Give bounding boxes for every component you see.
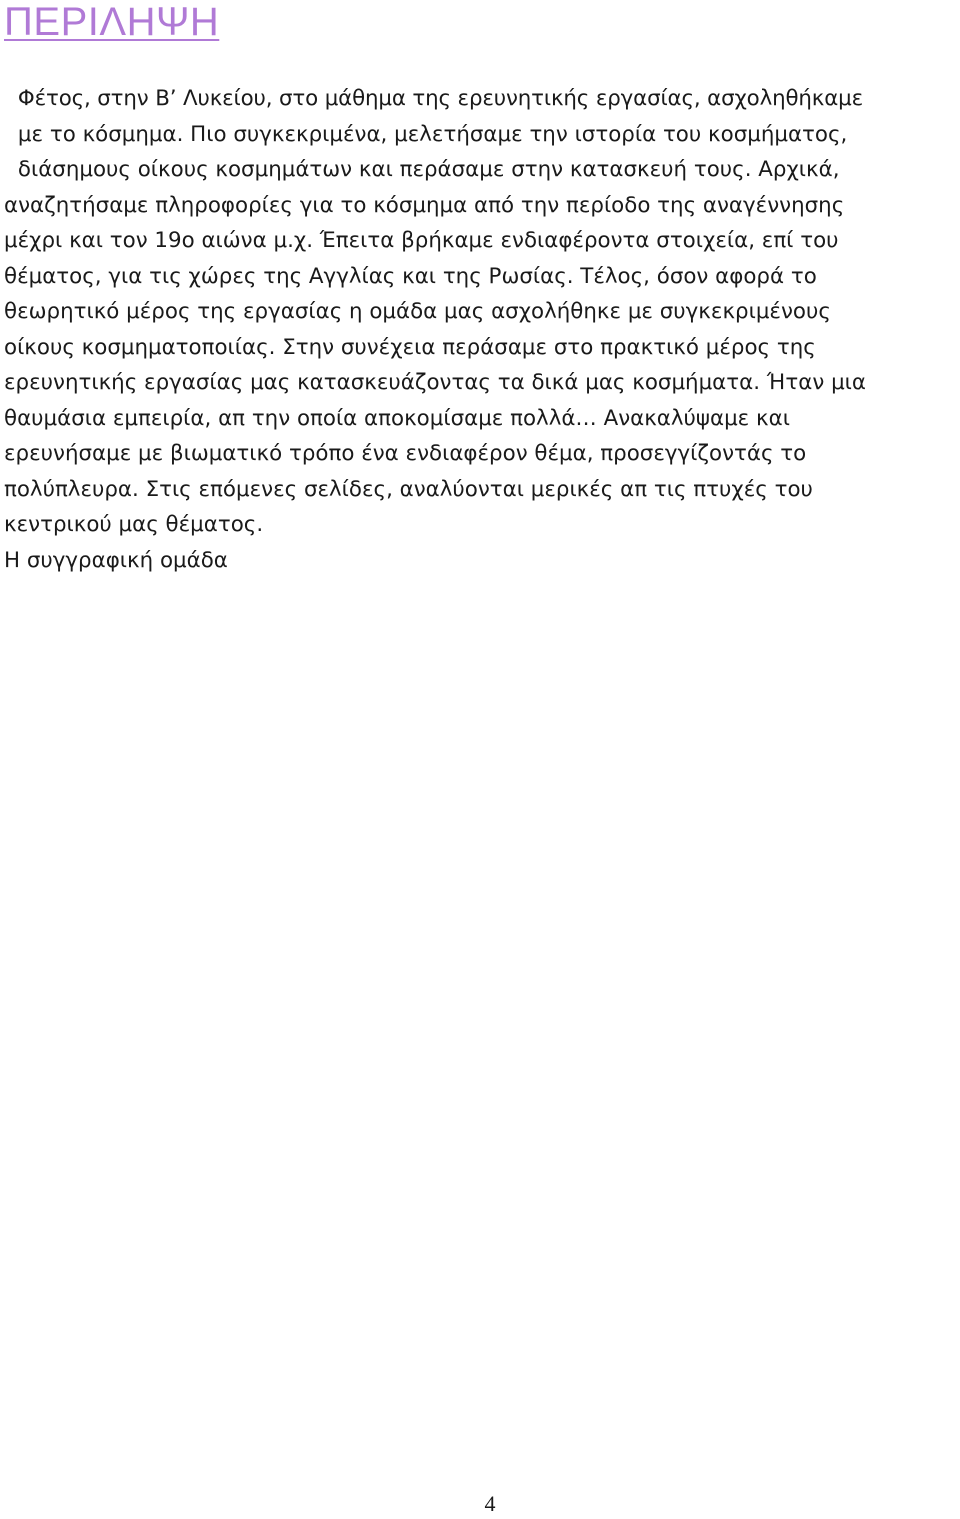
signature: Η συγγραφική ομάδα [4, 547, 228, 573]
summary-line: ερευνητικής εργασίας μας κατασκευάζοντας τα δικά μας κοσμήματα. Ήταν μια [4, 370, 867, 395]
summary-line: οίκους κοσμηματοποιίας. Στην συνέχεια περάσαμε στο πρακτικό μέρος της [4, 334, 816, 360]
page-number: 4 [484, 1491, 496, 1516]
summary-line: πολύπλευρα. Στις επόμενες σελίδες, αναλύονται μερικές απ τις πτυχές του [4, 476, 813, 502]
summary-line: θεωρητικό μέρος της εργασίας η ομάδα μας ασχολήθηκε με συγκεκριμένους [4, 299, 831, 324]
summary-line: με το κόσμημα. Πιο συγκεκριμένα, μελετήσαμε την ιστορία του κοσμήματος, [17, 121, 848, 147]
page-title: ΠΕΡΙΛΗΨΗ [4, 0, 220, 44]
summary-line: μέχρι και τον 19ο αιώνα μ.χ. Έπειτα βρήκαμε ενδιαφέροντα στοιχεία, επί του [4, 228, 839, 253]
summary-line: ερευνήσαμε με βιωματικό τρόπο ένα ενδιαφέρον θέμα, προσεγγίζοντάς το [4, 441, 807, 466]
summary-line: κεντρικού μας θέματος. [4, 512, 264, 537]
summary-line: θαυμάσια εμπειρία, απ την οποία αποκομίσαμε πολλά… Ανακαλύψαμε και [4, 405, 790, 431]
summary-line: θέματος, για τις χώρες της Αγγλίας και της Ρωσίας. Τέλος, όσον αφορά το [4, 263, 817, 289]
summary-line: διάσημους οίκους κοσμημάτων και περάσαμε στην κατασκευή τους. Αρχικά, [17, 157, 840, 182]
summary-line: Φέτος, στην Β’ Λυκείου, στο μάθημα της ερευνητικής εργασίας, ασχοληθήκαμε [17, 86, 864, 111]
summary-text [4, 81, 960, 578]
summary-line: αναζητήσαμε πληροφορίες για το κόσμημα από την περίοδο της αναγέννησης [4, 192, 845, 218]
